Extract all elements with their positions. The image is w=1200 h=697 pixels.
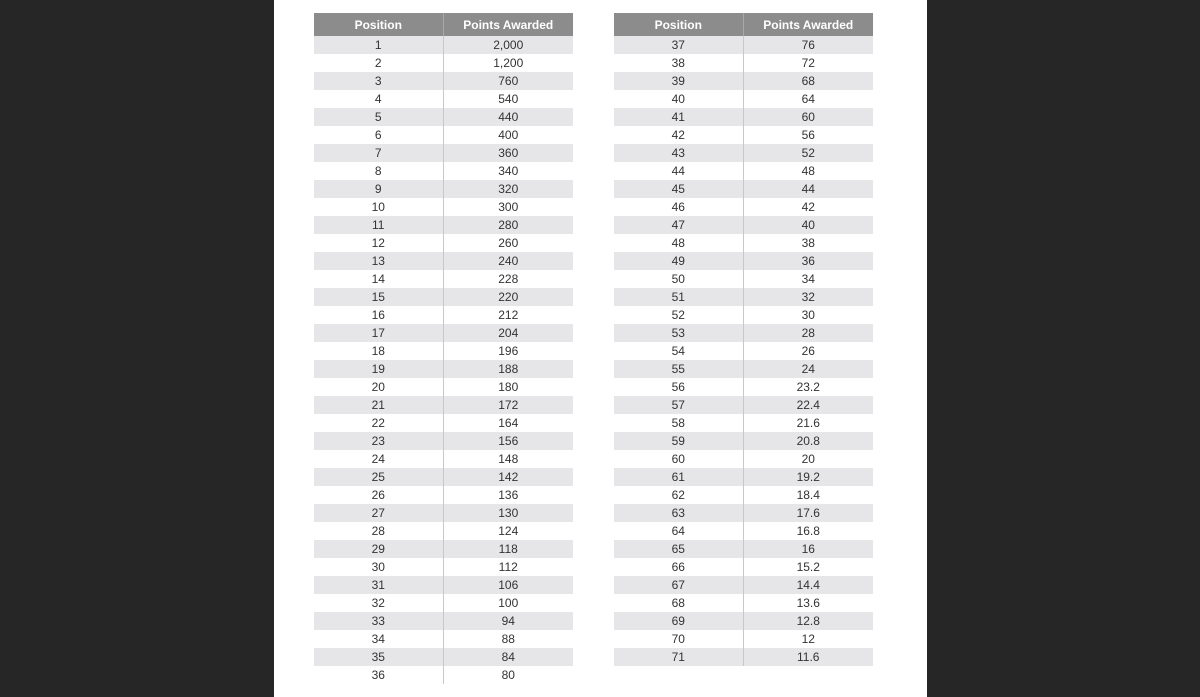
table-row: [314, 270, 573, 288]
points-cell: 22.4: [743, 396, 874, 414]
position-cell: 62: [671, 488, 685, 502]
position-cell: 19: [371, 362, 385, 376]
points-cell: 130: [443, 504, 574, 522]
points-cell: 172: [443, 396, 574, 414]
position-cell: 65: [671, 542, 685, 556]
points-cell: 440: [443, 108, 574, 126]
points-table-right: [614, 13, 873, 666]
points-cell: 540: [443, 90, 574, 108]
position-cell: 25: [371, 470, 385, 484]
table-row: [314, 360, 573, 378]
position-cell: 70: [671, 632, 685, 646]
points-cell: 20: [743, 450, 874, 468]
table-row: [614, 396, 873, 414]
points-cell: 42: [743, 198, 874, 216]
points-cell: 15.2: [743, 558, 874, 576]
table-row: [314, 522, 573, 540]
position-cell: 44: [671, 164, 685, 178]
table-row: [314, 378, 573, 396]
position-cell: 59: [671, 434, 685, 448]
points-cell: 40: [743, 216, 874, 234]
position-cell: 68: [671, 596, 685, 610]
table-row: [614, 198, 873, 216]
position-cell: 11: [372, 218, 385, 232]
position-cell: 36: [371, 668, 385, 682]
position-cell: 10: [371, 200, 385, 214]
document-page: [274, 0, 927, 697]
points-cell: 280: [443, 216, 574, 234]
table-row: [314, 486, 573, 504]
position-cell: 22: [371, 416, 385, 430]
points-cell: 188: [443, 360, 574, 378]
points-cell: 14.4: [743, 576, 874, 594]
points-cell: 400: [443, 126, 574, 144]
points-cell: 23.2: [743, 378, 874, 396]
table-row: [314, 414, 573, 432]
points-cell: 136: [443, 486, 574, 504]
position-cell: 52: [671, 308, 685, 322]
points-cell: 11.6: [743, 648, 874, 666]
position-cell: 23: [371, 434, 385, 448]
points-cell: 16: [743, 540, 874, 558]
table-row: [614, 522, 873, 540]
points-cell: 320: [443, 180, 574, 198]
table-row: [614, 468, 873, 486]
points-cell: 52: [743, 144, 874, 162]
position-cell: 33: [371, 614, 385, 628]
position-cell: 42: [671, 128, 685, 142]
points-cell: 84: [443, 648, 574, 666]
points-cell: 21.6: [743, 414, 874, 432]
points-cell: 68: [743, 72, 874, 90]
position-cell: 1: [374, 38, 382, 52]
position-cell: 57: [671, 398, 685, 412]
position-cell: 3: [374, 74, 382, 88]
position-cell: 14: [371, 272, 385, 286]
table-row: [614, 342, 873, 360]
table-row: [614, 450, 873, 468]
table-row: [314, 666, 573, 684]
position-cell: 6: [374, 128, 382, 142]
points-cell: 12: [743, 630, 874, 648]
position-cell: 37: [671, 38, 685, 52]
points-cell: 164: [443, 414, 574, 432]
position-cell: 26: [371, 488, 385, 502]
points-cell: 20.8: [743, 432, 874, 450]
points-cell: 34: [743, 270, 874, 288]
points-cell: 24: [743, 360, 874, 378]
table-row: [614, 126, 873, 144]
position-cell: 43: [671, 146, 685, 160]
table-row: [314, 90, 573, 108]
position-cell: 18: [371, 344, 385, 358]
position-cell: 12: [371, 236, 385, 250]
points-cell: 16.8: [743, 522, 874, 540]
table-row: [314, 216, 573, 234]
position-cell: 21: [371, 398, 385, 412]
position-cell: 7: [374, 146, 382, 160]
table-row: [614, 108, 873, 126]
points-cell: 28: [743, 324, 874, 342]
position-cell: 30: [371, 560, 385, 574]
table-row: [614, 90, 873, 108]
points-table-left: [314, 13, 573, 684]
table-header: [314, 13, 573, 36]
points-cell: 19.2: [743, 468, 874, 486]
position-cell: 4: [374, 92, 382, 106]
points-cell: 360: [443, 144, 574, 162]
table-row: [314, 342, 573, 360]
table-row: [614, 432, 873, 450]
points-cell: 1,200: [443, 54, 574, 72]
table-row: [314, 396, 573, 414]
table-row: [314, 54, 573, 72]
position-cell: 13: [371, 254, 385, 268]
points-cell: 56: [743, 126, 874, 144]
position-cell: 45: [671, 182, 685, 196]
points-cell: 220: [443, 288, 574, 306]
table-row: [614, 162, 873, 180]
table-row: [614, 288, 873, 306]
points-cell: 26: [743, 342, 874, 360]
position-cell: 55: [671, 362, 685, 376]
table-row: [314, 288, 573, 306]
table-row: [314, 558, 573, 576]
table-row: [314, 144, 573, 162]
table-row: [314, 252, 573, 270]
table-row: [314, 540, 573, 558]
position-cell: 35: [371, 650, 385, 664]
points-cell: 148: [443, 450, 574, 468]
points-cell: 72: [743, 54, 874, 72]
points-cell: 88: [443, 630, 574, 648]
position-cell: 63: [671, 506, 685, 520]
table-row: [614, 486, 873, 504]
position-cell: 32: [371, 596, 385, 610]
points-cell: 32: [743, 288, 874, 306]
table-row: [314, 648, 573, 666]
position-cell: 50: [671, 272, 685, 286]
points-cell: 760: [443, 72, 574, 90]
table-row: [614, 414, 873, 432]
table-row: [314, 324, 573, 342]
points-cell: 17.6: [743, 504, 874, 522]
table-row: [614, 324, 873, 342]
position-cell: 60: [671, 452, 685, 466]
position-cell: 54: [671, 344, 685, 358]
table-row: [614, 558, 873, 576]
position-cell: 51: [671, 290, 685, 304]
points-cell: 13.6: [743, 594, 874, 612]
position-cell: 15: [371, 290, 385, 304]
table-body: [314, 36, 573, 684]
points-cell: 112: [443, 558, 574, 576]
position-cell: 31: [371, 578, 385, 592]
points-cell: 340: [443, 162, 574, 180]
position-cell: 20: [371, 380, 385, 394]
table-row: [614, 612, 873, 630]
points-cell: 2,000: [443, 36, 574, 54]
table-header: [614, 13, 873, 36]
points-cell: 204: [443, 324, 574, 342]
points-cell: 180: [443, 378, 574, 396]
table-row: [614, 216, 873, 234]
position-cell: 8: [374, 164, 382, 178]
position-cell: 61: [671, 470, 685, 484]
position-cell: 38: [671, 56, 685, 70]
table-row: [314, 432, 573, 450]
points-cell: 36: [743, 252, 874, 270]
table-row: [314, 72, 573, 90]
table-row: [614, 180, 873, 198]
table-row: [314, 108, 573, 126]
table-row: [614, 360, 873, 378]
position-header: Position: [654, 17, 702, 32]
table-row: [614, 252, 873, 270]
position-cell: 34: [371, 632, 385, 646]
points-cell: 142: [443, 468, 574, 486]
table-row: [614, 234, 873, 252]
table-row: [314, 162, 573, 180]
table-row: [614, 594, 873, 612]
table-row: [314, 180, 573, 198]
points-cell: 240: [443, 252, 574, 270]
points-cell: 100: [443, 594, 574, 612]
position-cell: 9: [374, 182, 382, 196]
points-cell: 156: [443, 432, 574, 450]
position-cell: 71: [671, 650, 685, 664]
table-row: [314, 576, 573, 594]
table-row: [314, 468, 573, 486]
position-cell: 27: [371, 506, 385, 520]
points-cell: 300: [443, 198, 574, 216]
position-cell: 49: [671, 254, 685, 268]
table-row: [614, 540, 873, 558]
points-cell: 260: [443, 234, 574, 252]
table-row: [314, 450, 573, 468]
points-header: Points Awarded: [443, 13, 574, 36]
position-cell: 69: [671, 614, 685, 628]
table-row: [314, 126, 573, 144]
points-cell: 80: [443, 666, 574, 684]
table-row: [614, 630, 873, 648]
position-cell: 56: [671, 380, 685, 394]
table-row: [314, 594, 573, 612]
position-cell: 24: [371, 452, 385, 466]
position-cell: 47: [671, 218, 685, 232]
position-cell: 2: [374, 56, 382, 70]
table-row: [614, 72, 873, 90]
table-row: [614, 144, 873, 162]
points-cell: 48: [743, 162, 874, 180]
points-cell: 118: [443, 540, 574, 558]
position-cell: 58: [671, 416, 685, 430]
points-cell: 44: [743, 180, 874, 198]
position-cell: 48: [671, 236, 685, 250]
points-cell: 30: [743, 306, 874, 324]
points-cell: 124: [443, 522, 574, 540]
points-cell: 228: [443, 270, 574, 288]
table-row: [614, 504, 873, 522]
position-cell: 64: [671, 524, 685, 538]
table-row: [314, 612, 573, 630]
table-row: [614, 648, 873, 666]
points-cell: 38: [743, 234, 874, 252]
position-cell: 46: [671, 200, 685, 214]
table-row: [314, 234, 573, 252]
position-cell: 28: [371, 524, 385, 538]
points-cell: 60: [743, 108, 874, 126]
table-row: [614, 576, 873, 594]
points-cell: 106: [443, 576, 574, 594]
table-row: [614, 54, 873, 72]
position-cell: 67: [671, 578, 685, 592]
position-cell: 41: [671, 110, 685, 124]
position-cell: 17: [371, 326, 385, 340]
points-cell: 94: [443, 612, 574, 630]
points-cell: 12.8: [743, 612, 874, 630]
position-cell: 39: [671, 74, 685, 88]
position-cell: 16: [371, 308, 385, 322]
points-cell: 212: [443, 306, 574, 324]
points-cell: 18.4: [743, 486, 874, 504]
table-row: [314, 306, 573, 324]
position-cell: 5: [374, 110, 382, 124]
points-header: Points Awarded: [743, 13, 874, 36]
table-row: [314, 630, 573, 648]
table-row: [614, 306, 873, 324]
table-row: [314, 198, 573, 216]
points-cell: 196: [443, 342, 574, 360]
table-row: [614, 270, 873, 288]
position-cell: 29: [371, 542, 385, 556]
points-cell: 64: [743, 90, 874, 108]
position-cell: 53: [671, 326, 685, 340]
table-row: [314, 504, 573, 522]
table-row: [614, 36, 873, 54]
position-cell: 66: [671, 560, 685, 574]
position-header: Position: [354, 17, 402, 32]
table-row: [614, 378, 873, 396]
points-cell: 76: [743, 36, 874, 54]
table-body: [614, 36, 873, 666]
position-cell: 40: [671, 92, 685, 106]
table-row: [314, 36, 573, 54]
